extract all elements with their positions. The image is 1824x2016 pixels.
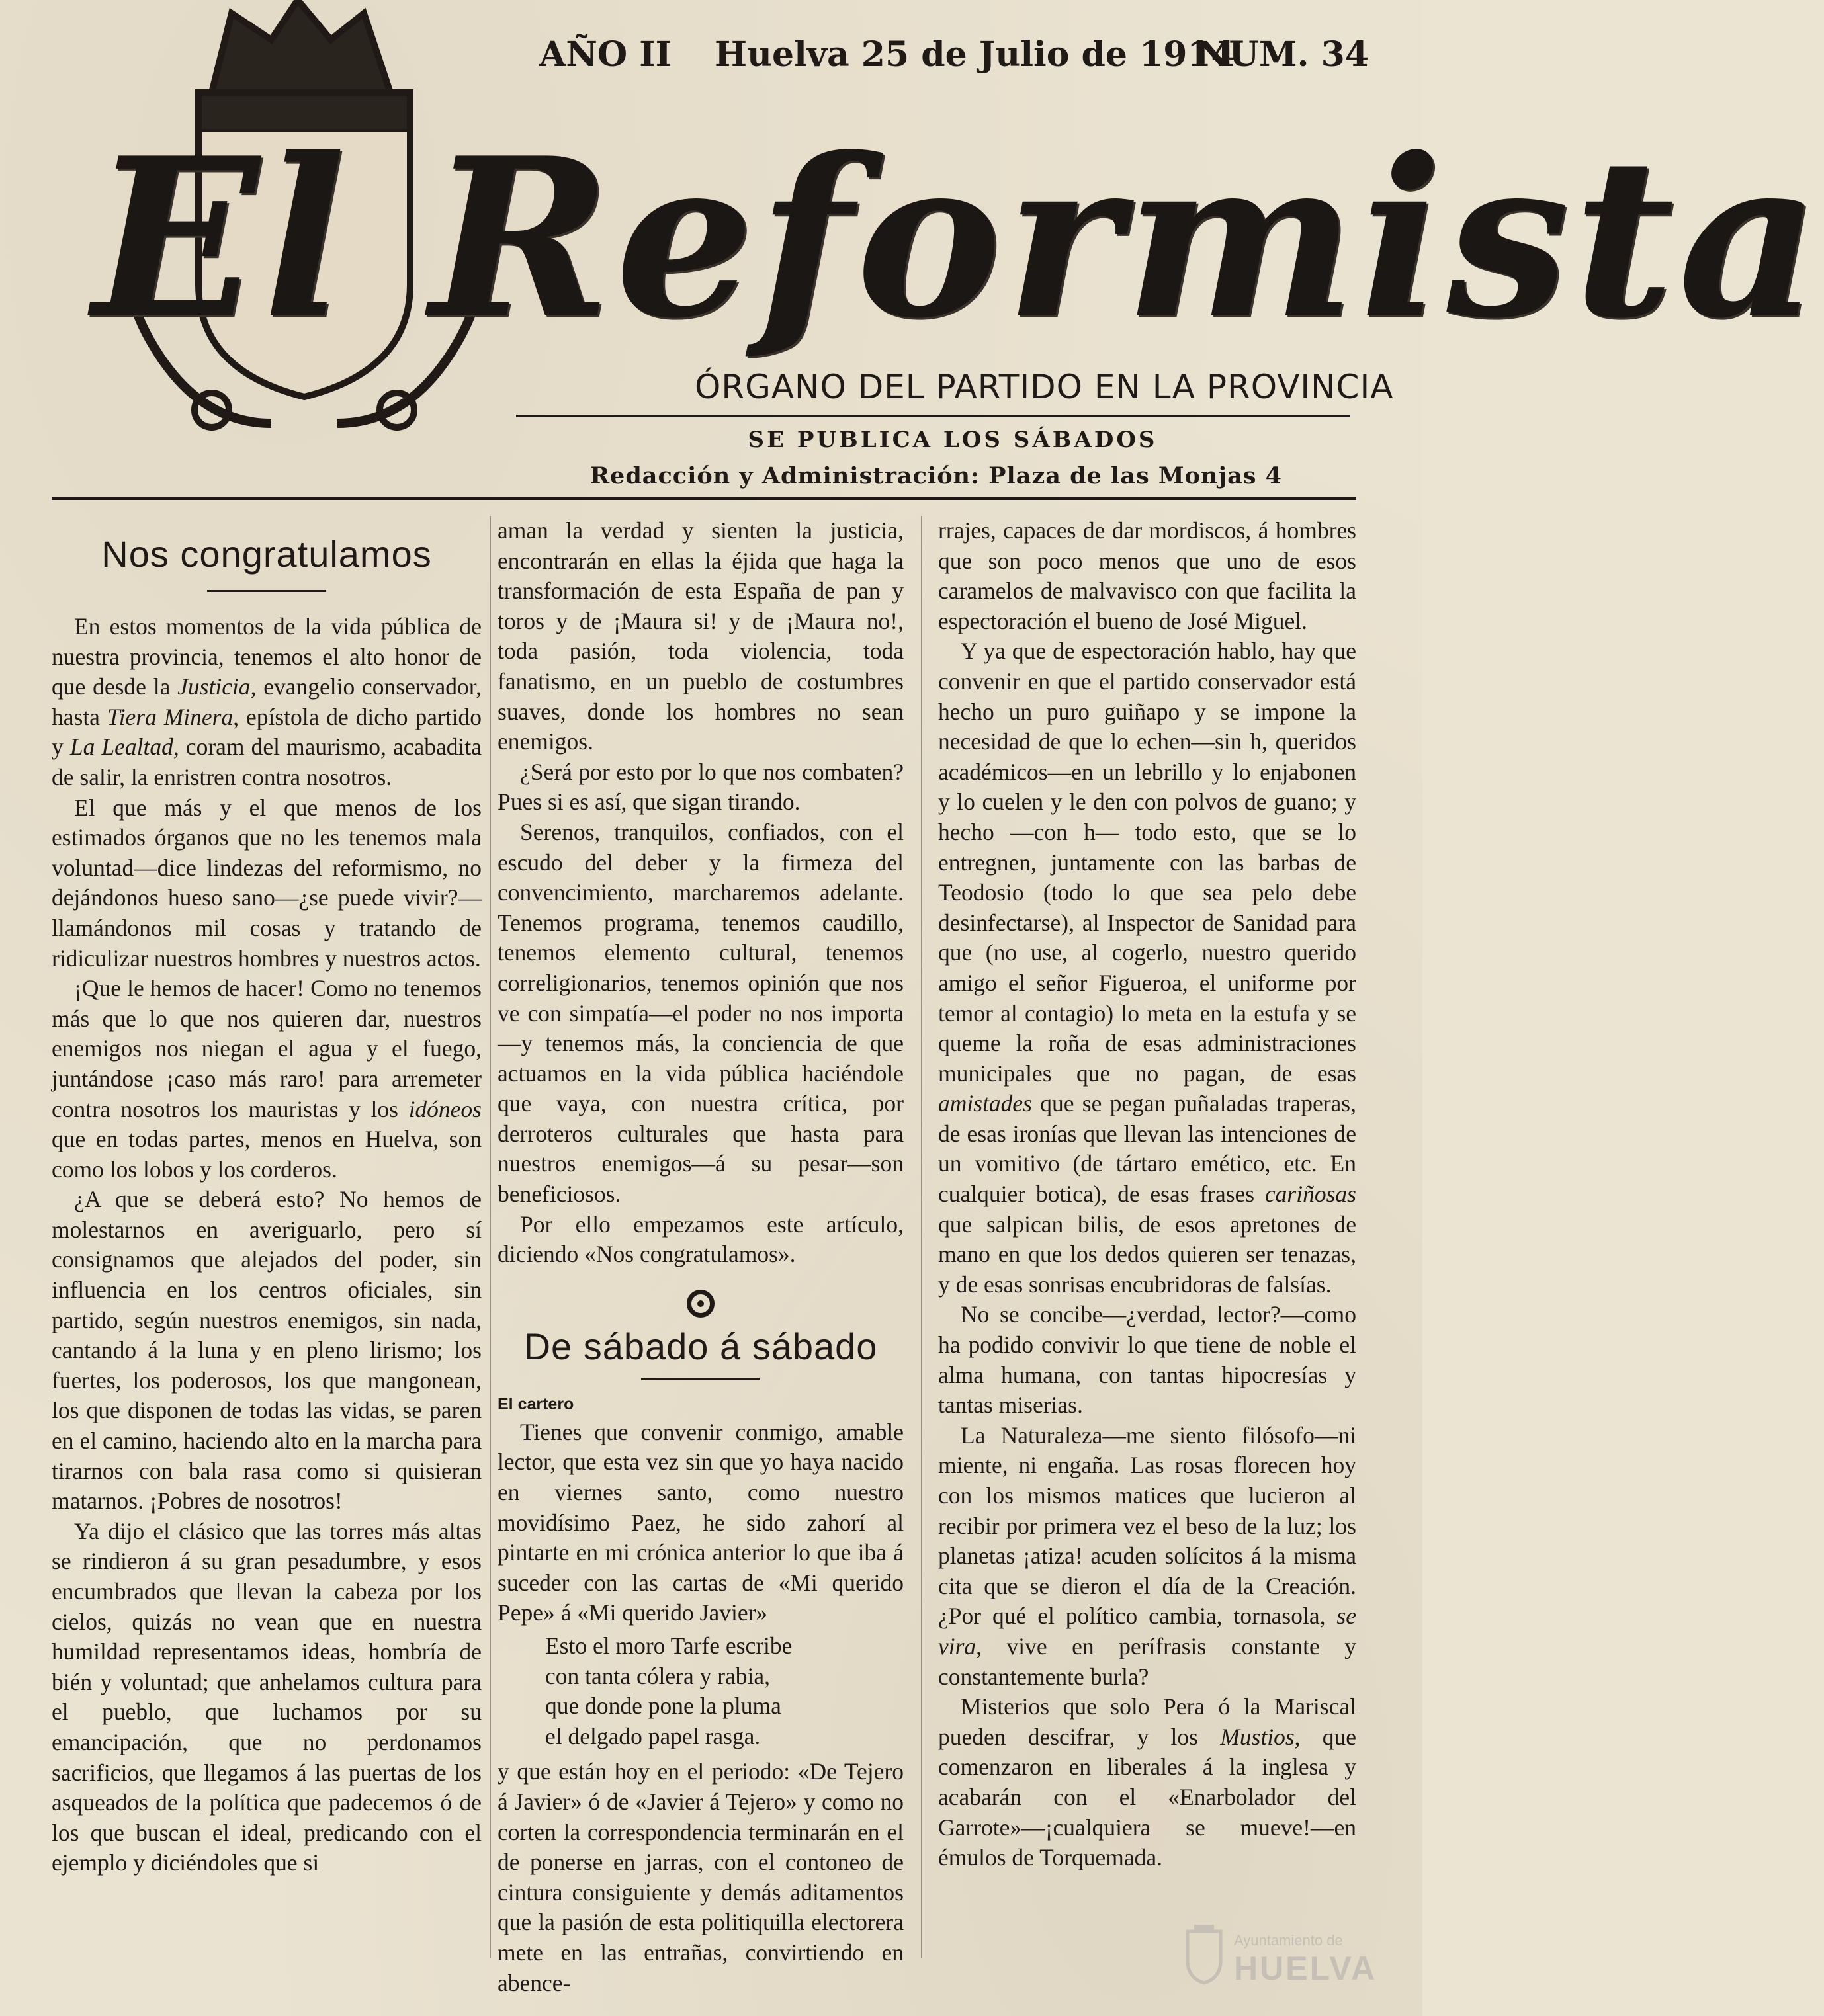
subtitle: ÓRGANO DEL PARTIDO EN LA PROVINCIA (695, 368, 1394, 406)
article-heading: Nos congratulamos (101, 533, 432, 575)
year-label: AÑO II (539, 34, 672, 75)
paragraph: Misterios que solo Pera ó la Mariscal pueden descifrar, y los Mustios, que comenzaron en liberales á la inglesa y acabarán con el «Enarbolador del Garrote»—¡cualquiera se mueve!—en émulos de Torquemada. (938, 1693, 1356, 1871)
column-divider (921, 516, 922, 1958)
heading-rule (207, 590, 326, 592)
verse-line: el delgado papel rasga. (545, 1722, 761, 1749)
paragraph: La Naturaleza—me siento filósofo—ni miente, ni engaña. Las rosas florecen hoy con los mismos matices que lucieron al recibir por primera vez el beso de la luz; los planetas ¡atiza! acuden solícitos á la misma cita que se dieron el día de la Creación. ¿Por qué el político cambia, tornasola, se vira, vive en perífrasis constante y constantemente burla? (938, 1421, 1356, 1690)
byline: El cartero (498, 1394, 574, 1413)
column-divider (490, 516, 491, 1958)
paragraph: Serenos, tranquilos, confiados, con el escudo del deber y la firmeza del convencimiento, marcharemos adelante. Tenemos programa, tenemos caudillo, tenemos elemento cultural, tenemos correligionarios, tenemos opinión que nos ve con simpatía—el poder no nos importa—y tenemos más, la conciencia de que actuamos en la vida pública haciéndole que vaya, con nuestra crítica, por derroteros culturales que hasta para nuestros enemigos—á su pesar—son beneficiosos. (498, 818, 904, 1208)
header-rule (52, 497, 1356, 500)
issue-number: NUM. 34 (1197, 34, 1369, 75)
issue-date: Huelva 25 de Julio de 1914 (715, 34, 1235, 75)
paragraph: ¿A que se deberá esto? No hemos de molestarnos en averiguarlo, pero sí consignamos que alejados del poder, sin influencia en los centros oficiales, sin partido, según nuestros enemigos, sin nada, cantando á la luna y en pleno lirismo; los fuertes, los poderosos, los que mangonean, los que disponen de todas las vidas, se paren en el camino, haciendo alto en la marcha para tirarnos con bala rasa como si quisieran matarnos. ¡Pobres de nosotros! (52, 1186, 482, 1515)
paragraph: ¡Que le hemos de hacer! Como no tenemos más que lo que nos quieren dar, nuestros enemigos nos niegan el agua y el fuego, juntándose ¡caso más raro! para arremeter contra nosotros los mauristas y los idóneos que en todas partes, menos en Huelva, son como los lobos y los corderos. (52, 975, 482, 1183)
column-2 (498, 516, 904, 1997)
column-1 (52, 516, 482, 1997)
address-line: Redacción y Administración: Plaza de las Monjas 4 (589, 462, 1283, 489)
verse-line: que donde pone la pluma (545, 1693, 781, 1720)
watermark-line1: Ayuntamiento de (1234, 1932, 1343, 1949)
paragraph: No se concibe—¿verdad, lector?—como ha podido convivir lo que tiene de noble el alma humana, con tantas hipocresías y tantas miserias. (938, 1301, 1356, 1419)
verse (498, 1631, 904, 1751)
section-ornament (687, 1290, 715, 1318)
verse-line: Esto el moro Tarfe escribe (545, 1632, 793, 1659)
article-heading: De sábado á sábado (523, 1325, 878, 1367)
paragraph: aman la verdad y sienten la justicia, encontrarán en ellas la éjida que haga la transformación de esta España de pan y toros y de ¡Maura si! y de ¡Maura no!, toda pasión, toda violencia, toda fanatismo, en un pueblo de costumbres suaves, donde los hombres no sean enemigos. (498, 517, 904, 755)
paragraph: ¿Será por esto por lo que nos combaten? Pues si es así, que sigan tirando. (498, 758, 904, 816)
column-3 (938, 516, 1356, 1997)
paragraph: Y ya que de espectoración hablo, hay que convenir en que el partido conservador está hecho un puro guiñapo y se impone la necesidad de que lo echen—sin h, queridos académicos—en un lebrillo y lo enjabonen y lo cuelen y le den con polvos de guano; y hecho —con h— todo esto, que se lo entregnen, juntamente con las barbas de Teodosio (todo lo que sea pelo debe desinfectarse), al Inspector de Sanidad para que (no use, al cogerlo, nuestro querido amigo el señor Figueroa, el uniforme por temor al contagio) lo meta en la estufa y se queme la roña de esas administraciones municipales que no pagan, de esas amistades que se pegan puñaladas traperas, de esas ironías que llevan las intenciones de un vomitivo (de tártaro emético, etc. En cualquier botica), de esas frases cariñosas que salpican bilis, de esos apretones de mano en que los dedos quieren ser tenazas, y de esas sonrisas encubridoras de falsías. (938, 638, 1356, 1298)
paragraph: Por ello empezamos este artículo, diciendo «Nos congratulamos». (498, 1210, 904, 1268)
masthead-rule (516, 415, 1350, 417)
paragraph: rrajes, capaces de dar mordiscos, á hombres que son poco menos que uno de esos caramelos de malvavisco con que facilita la espectoración el bueno de José Miguel. (938, 517, 1356, 634)
paragraph: y que están hoy en el periodo: «De Tejero á Javier» ó de «Javier á Tejero» y como no corten la correspondencia terminarán en el de ponerse en jarras, con el contoneo de cintura consiguiente y demás aditamentos que la pasión de esta politiquilla electorera mete en las entrañas, convirtiendo en abence- (498, 1758, 904, 1996)
paragraph: En estos momentos de la vida pública de nuestra provincia, tenemos el alto honor de que desde la Justicia, evangelio conservador, hasta Tiera Minera, epístola de dicho partido y La Lealtad, coram del maurismo, acabadita de salir, la enristren contra nosotros. (52, 613, 482, 790)
watermark-line2: HUELVA (1234, 1950, 1377, 1987)
verse-line: con tanta cólera y rabia, (545, 1662, 771, 1689)
paragraph: El que más y el que menos de los estimados órganos que no les tenemos mala voluntad—dice lindezas del reformismo, no dejándonos hueso sano—¿se puede vivir?—llamándonos mil cosas y tratando de ridiculizar nuestros hombres y nuestros actos. (52, 794, 482, 972)
archive-watermark (1184, 1918, 1403, 1997)
paragraph: Tienes que convenir conmigo, amable lector, que esta vez sin que yo haya nacido en viernes santo, como nuestro movidísimo Paez, he sido zahorí al pintarte en mi crónica anterior lo que iba á suceder con las cartas de «Mi querido Pepe» á «Mi querido Javier» (498, 1418, 904, 1626)
newspaper-title: El Reformista (93, 110, 1824, 366)
publication-schedule: SE PUBLICA LOS SÁBADOS (748, 427, 1158, 453)
heading-rule (641, 1378, 760, 1380)
shield-icon (1184, 1925, 1224, 1984)
paragraph: Ya dijo el clásico que las torres más altas se rindieron á su gran pesadumbre, y esos encumbrados que llevan la cabeza por los cielos, quizás no vean que en nuestra humildad representamos ideas, hombría de bién y voluntad; que anhelamos cultura para el pueblo, que luchamos por su emancipación, que no perdonamos sacrificios, que llegamos á las puertas de los asqueados de la política que padecemos ó de los que buscan el ideal, predicando con el ejemplo y diciéndoles que si (52, 1517, 482, 1876)
